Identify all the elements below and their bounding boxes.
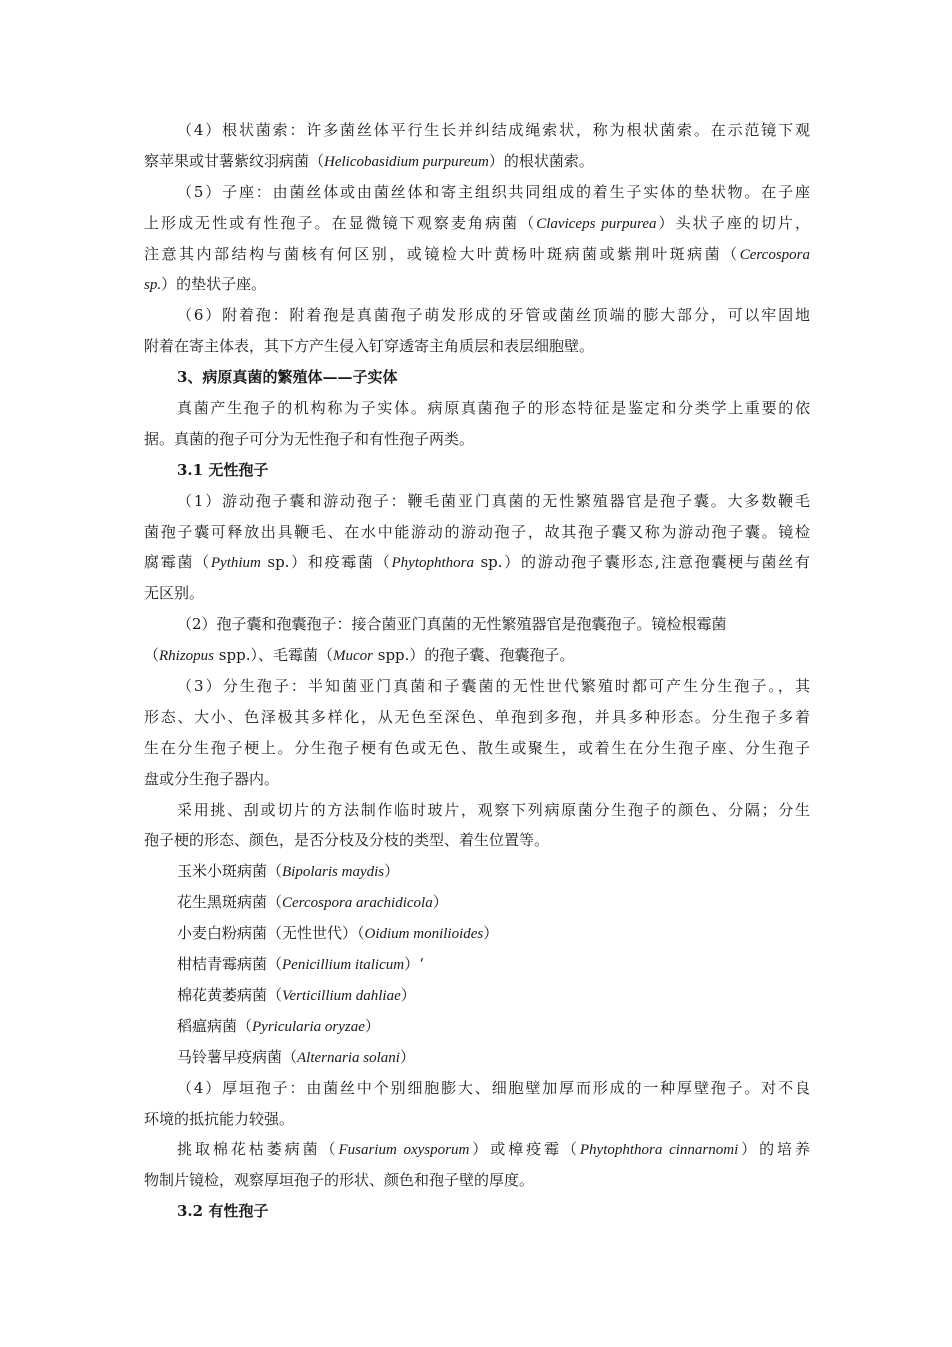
text-segment: ） <box>399 1047 415 1066</box>
text-line <box>144 269 810 300</box>
text-segment: ）‘ <box>404 955 424 974</box>
text-segment: （2）孢子囊和孢囊孢子：接合菌亚门真菌的无性繁殖器官是孢囊孢子。镜检根霉菌 <box>177 615 727 634</box>
latin-species-name: Bipolaris maydis <box>282 864 385 881</box>
latin-species-name: Phytophthora cinnarnomi <box>579 1142 739 1159</box>
text-line <box>144 331 810 362</box>
text-segment: 花生黑斑病菌（ <box>177 893 283 912</box>
text-line <box>144 856 810 887</box>
text-line <box>144 795 810 826</box>
text-segment: 菌孢子囊可释放出具鞭毛、在水中能游动的游动孢子，故其孢子囊又称为游动孢子囊。镜检 <box>144 522 810 541</box>
text-segment: 柑桔青霉病菌（ <box>177 955 283 974</box>
document-body <box>144 115 810 1227</box>
text-segment: 棉花黄萎病菌（ <box>177 985 283 1004</box>
text-segment: （3）分生孢子：半知菌亚门真菌和子囊菌的无性世代繁殖时都可产生分生孢子。，其 <box>177 677 810 696</box>
text-segment: 附着在寄主体表，其下方产生侵入钉穿透寄主角质层和表层细胞壁。 <box>144 337 595 356</box>
text-line <box>144 702 810 733</box>
latin-species-name: sp. <box>144 277 162 294</box>
latin-species-name: Mucor <box>332 648 373 665</box>
text-segment: 孢子梗的形态、颜色，是否分枝及分枝的类型、着生位置等。 <box>144 831 550 850</box>
latin-species-name: Pythium <box>210 555 261 572</box>
latin-species-name: Fusarium oxysporum <box>338 1142 470 1159</box>
text-line <box>144 764 810 795</box>
latin-species-name: Cercospora arachidicola <box>282 895 433 912</box>
text-line <box>144 918 810 949</box>
text-line <box>144 640 810 671</box>
text-line <box>144 1104 810 1135</box>
text-segment: ）的垫状子座。 <box>161 275 267 294</box>
text-segment: （1）游动孢子囊和游动孢子：鞭毛菌亚门真菌的无性繁殖器官是孢子囊。大多数鞭毛 <box>177 491 810 510</box>
text-segment: ）头状子座的切片， <box>656 213 810 232</box>
latin-species-name: Alternaria solani <box>297 1049 400 1066</box>
latin-species-name: Claviceps purpurea <box>536 215 657 232</box>
text-line <box>144 177 810 208</box>
text-segment: （5）子座：由菌丝体或由菌丝体和寄主组织共同组成的着生子实体的垫状物。在子座 <box>177 182 810 201</box>
text-line <box>144 547 810 578</box>
text-line <box>144 980 810 1011</box>
text-segment: 上形成无性或有性孢子。在显微镜下观察麦角病菌（ <box>144 213 537 232</box>
text-segment: （ <box>144 646 160 665</box>
text-segment: 生在分生孢子梗上。分生孢子梗有色或无色、散生或聚生，或着生在分生孢子座、分生孢子 <box>144 738 810 757</box>
latin-species-name: Penicillium italicum <box>282 957 405 974</box>
text-line <box>144 1042 810 1073</box>
text-line <box>144 1073 810 1104</box>
latin-species-name: Phytophthora <box>391 555 474 572</box>
text-line <box>144 300 810 331</box>
text-line <box>144 393 810 424</box>
text-segment: 3.2 有性孢子 <box>177 1202 269 1221</box>
text-segment: ） <box>483 924 499 943</box>
text-segment: 稻瘟病菌（ <box>177 1016 253 1035</box>
text-line <box>144 486 810 517</box>
text-line <box>144 1011 810 1042</box>
text-segment: 挑取棉花枯萎病菌（ <box>177 1140 339 1159</box>
text-line <box>144 1134 810 1165</box>
text-line <box>144 949 810 980</box>
text-segment: 马铃薯早疫病菌（ <box>177 1047 298 1066</box>
text-segment: 无区别。 <box>144 584 205 603</box>
text-line <box>144 578 810 609</box>
text-segment: 采用挑、刮或切片的方法制作临时玻片，观察下列病原菌分生孢子的颜色、分隔；分生 <box>177 800 810 819</box>
text-segment: 形态、大小、色泽极其多样化，从无色至深色、单孢到多孢，并具多种形态。分生孢子多着 <box>144 707 810 726</box>
text-segment: spp.）的孢子囊、孢囊孢子。 <box>372 646 575 665</box>
latin-species-name: Verticillium dahliae <box>282 987 401 1004</box>
text-line <box>144 733 810 764</box>
text-segment: 3.1 无性孢子 <box>177 460 269 479</box>
text-line <box>144 424 810 455</box>
text-segment: sp.）的游动孢子囊形态,注意孢囊梗与菌丝有 <box>474 553 810 572</box>
text-line <box>144 1165 810 1196</box>
text-segment: 真菌产生孢子的机构称为子实体。病原真菌孢子的形态特征是鉴定和分类学上重要的依 <box>177 399 810 418</box>
text-segment: （4）根状菌索：许多菌丝体平行生长并纠结成绳索状，称为根状菌索。在示范镜下观 <box>177 121 810 139</box>
text-segment: ）的根状菌索。 <box>488 151 594 170</box>
text-segment: 腐霉菌（ <box>144 553 211 572</box>
text-segment: ） <box>400 985 416 1004</box>
latin-species-name: Rhizopus <box>159 648 215 665</box>
text-segment: ） <box>384 862 400 881</box>
latin-species-name: Oidium monilioides <box>364 926 484 943</box>
text-line <box>144 239 810 270</box>
text-segment: 环境的抵抗能力较强。 <box>144 1109 295 1128</box>
text-segment: 小麦白粉病菌（无性世代）（ <box>177 924 365 943</box>
section-heading <box>144 1196 810 1227</box>
latin-species-name: Cercospora <box>739 246 810 263</box>
text-segment: ）或樟疫霉（ <box>469 1140 580 1159</box>
text-segment: spp.）、毛霉菌（ <box>214 646 333 665</box>
text-segment: 物制片镜检，观察厚垣孢子的形状、颜色和孢子壁的厚度。 <box>144 1171 535 1190</box>
text-segment: sp.）和疫霉菌（ <box>260 553 392 572</box>
section-heading <box>144 455 810 486</box>
text-line <box>144 146 810 177</box>
text-line <box>144 671 810 702</box>
text-segment: 据。真菌的孢子可分为无性孢子和有性孢子两类。 <box>144 429 475 448</box>
section-heading <box>144 362 810 393</box>
text-segment: 玉米小斑病菌（ <box>177 862 283 881</box>
text-line <box>144 887 810 918</box>
text-line <box>144 517 810 548</box>
text-line <box>144 208 810 239</box>
text-segment: 3、病原真菌的繁殖体——子实体 <box>177 368 398 387</box>
text-line <box>144 115 810 146</box>
text-segment: ）的培养 <box>738 1140 810 1159</box>
text-line <box>144 825 810 856</box>
text-segment: ） <box>364 1016 380 1035</box>
text-segment: 盘或分生孢子器内。 <box>144 769 280 788</box>
text-segment: ） <box>432 893 448 912</box>
text-segment: 察苹果或甘薯紫纹羽病菌（ <box>144 151 325 170</box>
latin-species-name: Pyricularia oryzae <box>252 1018 365 1035</box>
latin-species-name: Helicobasidium purpureum <box>324 153 489 170</box>
text-segment: （4）厚垣孢子：由菌丝中个别细胞膨大、细胞壁加厚而形成的一种厚壁孢子。对不良 <box>177 1078 810 1097</box>
text-segment: 注意其内部结构与菌核有何区别，或镜检大叶黄杨叶斑病菌或紫荆叶斑病菌（ <box>144 244 740 263</box>
text-segment: （6）附着孢：附着孢是真菌孢子萌发形成的牙管或菌丝顶端的膨大部分，可以牢固地 <box>177 306 810 325</box>
text-line <box>144 609 810 640</box>
